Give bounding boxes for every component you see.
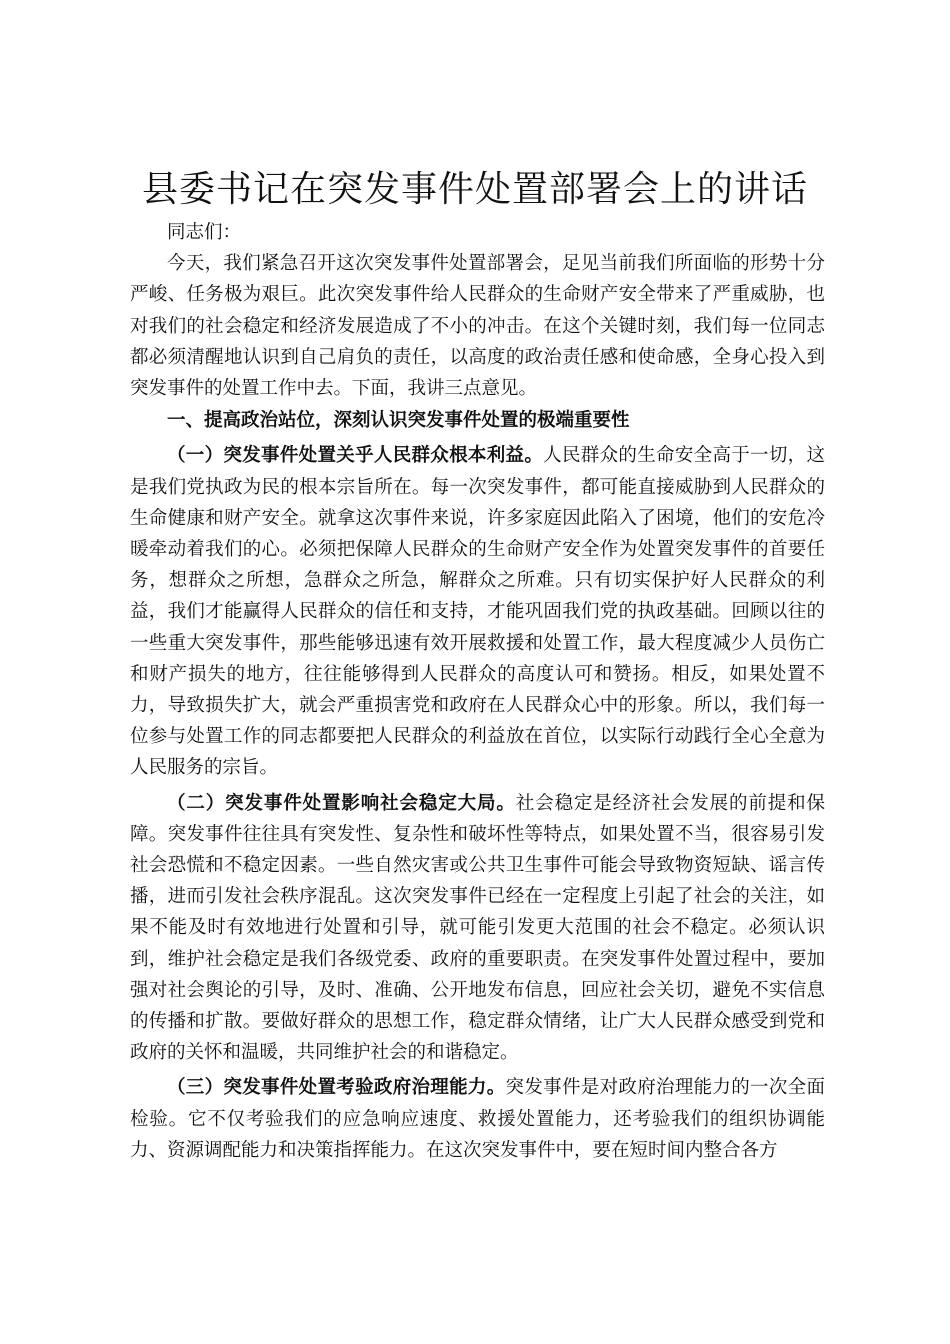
sub-section-heading: （三）突发事件处置考验政府治理能力。 [167, 1077, 506, 1099]
sub-section-3 [130, 1072, 825, 1166]
sub-section-heading: （二）突发事件处置影响社会稳定大局。 [167, 792, 516, 814]
sub-section-1 [130, 440, 825, 783]
salutation: 同志们： [167, 222, 242, 243]
sub-section-text: 人民群众的生命安全高于一切，这是我们党执政为民的根本宗旨所在。每一次突发事件，都可能直接威胁到人民群众的生命健康和财产安全。就拿这次事件来说，许多家庭因此陷入了困境，他们的安危冷暖牵动着我们的心。必须把保障人民群众的生命财产安全作为处置突发事件的首要任务，想群众之所想，急群众之所急，解群众之所难。只有切实保护好人民群众的利益，我们才能赢得人民群众的信任和支持，才能巩固我们党的执政基础。回顾以往的一些重大突发事件，那些能够迅速有效开展救援和处置工作，最大程度减少人员伤亡和财产损失的地方，往往能够得到人民群众的高度认可和赞扬。相反，如果处置不力，导致损失扩大，就会严重损害党和政府在人民群众心中的形象。所以，我们每一位参与处置工作的同志都要把人民群众的利益放在首位，以实际行动践行全心全意为人民服务的宗旨。 [130, 445, 825, 779]
sub-section-heading: （一）突发事件处置关乎人民群众根本利益。 [167, 445, 544, 467]
sub-section-2 [130, 788, 825, 1069]
sub-section-text: 突发事件是对政府治理能力的一次全面检验。它不仅考验我们的应急响应速度、救援处置能力，还考验我们的组织协调能力、资源调配能力和决策指挥能力。在这次突发事件中，要在短时间内整合各方 [130, 1077, 825, 1161]
document-title: 县委书记在突发事件处置部署会上的讲话 [141, 169, 808, 210]
section-heading-1: 一、提高政治站位，深刻认识突发事件处置的极端重要性 [167, 410, 630, 432]
intro-paragraph: 今天，我们紧急召开这次突发事件处置部署会，足见当前我们所面临的形势十分严峻、任务极为艰巨。此次突发事件给人民群众的生命财产安全带来了严重威胁，也对我们的社会稳定和经济发展造成了不小的冲击。在这个关键时刻，我们每一位同志都必须清醒地认识到自己肩负的责任，以高度的政治责任感和使命感，全身心投入到突发事件的处置工作中去。下面，我讲三点意见。 [130, 253, 825, 400]
sub-section-text: 社会稳定是经济社会发展的前提和保障。突发事件往往具有突发性、复杂性和破坏性等特点，如果处置不当，很容易引发社会恐慌和不稳定因素。一些自然灾害或公共卫生事件可能会导致物资短缺、谣言传播，进而引发社会秩序混乱。这次突发事件已经在一定程度上引起了社会的关注，如果不能及时有效地进行处置和引导，就可能引发更大范围的社会不稳定。必须认识到，维护社会稳定是我们各级党委、政府的重要职责。在突发事件处置过程中，要加强对社会舆论的引导，及时、准确、公开地发布信息，回应社会关切，避免不实信息的传播和扩散。要做好群众的思想工作，稳定群众情绪，让广大人民群众感受到党和政府的关怀和温暖，共同维护社会的和谐稳定。 [130, 792, 825, 1064]
document-body [130, 217, 825, 1166]
